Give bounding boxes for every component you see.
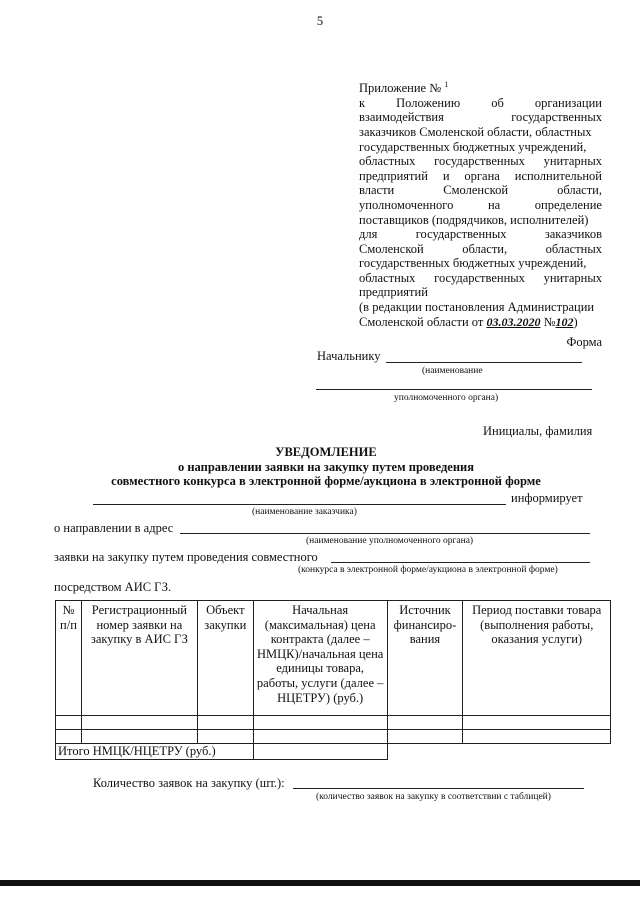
annex-word: государственных бюджетных учреждений,	[359, 256, 587, 271]
addressee-line	[386, 362, 582, 363]
total-label: Итого НМЦК/НЦЕТРУ (руб.)	[56, 744, 254, 760]
annex-word: уполномоченного	[359, 197, 454, 212]
addressee-label: Начальнику	[317, 349, 381, 363]
informs-text: информирует	[511, 491, 583, 505]
annex-edition-line2: Смоленской области от 03.03.2020 №102)	[359, 314, 578, 329]
title-line2: о направлении заявки на закупку путем проведения	[177, 459, 475, 474]
annex-line	[359, 256, 602, 271]
annex-line	[359, 154, 602, 169]
table-cell	[197, 716, 253, 730]
table-cell	[387, 716, 463, 730]
annex-word: предприятий	[359, 168, 428, 183]
annex-word: заказчиков	[544, 227, 602, 242]
requests-table	[55, 600, 611, 760]
annex-word: взаимодействия	[359, 110, 444, 125]
table-cell	[387, 730, 463, 744]
authority-line	[180, 533, 590, 534]
addressee-hint1: (наименование	[422, 366, 483, 376]
table-cell	[56, 716, 82, 730]
addressee-line2	[316, 389, 592, 390]
annex-word: на	[487, 197, 501, 212]
annex-word: унитарных	[543, 270, 602, 285]
table-total-row	[56, 744, 611, 760]
via-text: посредством АИС ГЗ.	[54, 580, 172, 594]
annex-word: организации	[534, 95, 602, 110]
annex-word: государственных	[415, 227, 507, 242]
annex-heading: Приложение № $^1$	[359, 80, 449, 96]
table-row	[56, 716, 611, 730]
annex-line	[359, 96, 602, 111]
scan-edge-bar	[0, 880, 640, 886]
addressee-hint2: уполномоченного органа)	[394, 393, 499, 403]
table-header-row	[56, 601, 611, 716]
header-source: Источник финансиро-вания	[387, 601, 463, 716]
annex-line	[359, 213, 602, 228]
form-label: Форма	[566, 335, 602, 349]
table-cell	[81, 716, 197, 730]
annex-line	[359, 169, 602, 184]
annex-word: поставщиков (подрядчиков, исполнителей)	[359, 212, 589, 227]
page-number: 5	[316, 14, 324, 28]
annex-word: государственных	[511, 110, 602, 125]
direction-label: о направлении в адрес	[54, 521, 174, 535]
annex-word: государственных	[434, 270, 525, 285]
annex-word: определение	[534, 197, 602, 212]
table-cell	[197, 730, 253, 744]
customer-hint: (наименование заказчика)	[252, 507, 357, 517]
annex-word: исполнительной	[514, 168, 602, 183]
annex-word: Смоленской	[443, 183, 509, 198]
annex-line	[359, 227, 602, 242]
header-registration: Регистрационный номер заявки на закупку в АИС ГЗ	[81, 601, 197, 716]
table-cell	[463, 730, 611, 744]
count-label: Количество заявок на закупку (шт.):	[93, 776, 285, 790]
header-number: № п/п	[56, 601, 82, 716]
table-row	[56, 730, 611, 744]
total-value-cell	[253, 744, 387, 760]
procedure-hint: (конкурса в электронной форме/аукциона в электронной форме)	[298, 565, 558, 575]
annex-edition-line1: (в редакции постановления Администрации	[359, 300, 595, 315]
procedure-line	[331, 562, 590, 563]
annex-word: для	[359, 227, 378, 242]
table-cell	[463, 716, 611, 730]
header-price: Начальная (максимальная) цена контракта (далее – НМЦК)/начальная цена единицы товара, работы, услуги (далее – НЦЕТРУ) (руб.)	[253, 601, 387, 716]
annex-word: области,	[462, 241, 508, 256]
initials-label: Инициалы, фамилия	[483, 424, 593, 438]
annex-line	[359, 198, 602, 213]
annex-word: об	[491, 95, 504, 110]
header-object: Объект закупки	[197, 601, 253, 716]
annex-word: областных	[545, 241, 602, 256]
table-cell	[81, 730, 197, 744]
annex-text	[359, 96, 602, 286]
annex-word: Положению	[396, 95, 461, 110]
count-hint: (количество заявок на закупку в соответствии с таблицей)	[316, 792, 551, 802]
annex-word: областных	[359, 154, 416, 169]
request-label: заявки на закупку путем проведения совместного	[54, 550, 318, 564]
handwritten-number: 102	[555, 314, 574, 329]
table-cell	[253, 716, 387, 730]
table-cell	[56, 730, 82, 744]
annex-word: заказчиков Смоленской области, областных	[359, 124, 592, 139]
customer-line	[93, 504, 506, 505]
annex-word: власти	[359, 183, 395, 198]
annex-line	[359, 242, 602, 257]
annex-line	[359, 140, 602, 155]
annex-block	[359, 78, 602, 329]
annex-word: органа	[464, 168, 500, 183]
count-line	[293, 788, 584, 789]
document-title	[0, 445, 640, 489]
annex-word: унитарных	[543, 154, 602, 169]
annex-word: Смоленской	[359, 241, 424, 256]
empty-cell	[387, 744, 463, 760]
empty-cell	[463, 744, 611, 760]
annex-line	[359, 125, 602, 140]
annex-line	[359, 271, 602, 286]
annex-word: областных	[359, 270, 416, 285]
annex-line	[359, 110, 602, 125]
header-period: Период поставки товара (выполнения работы, оказания услуги)	[463, 601, 611, 716]
table-cell	[253, 730, 387, 744]
authority-hint: (наименование уполномоченного органа)	[306, 536, 474, 546]
annex-last-line: предприятий	[359, 285, 428, 300]
annex-line	[359, 183, 602, 198]
annex-word: и	[442, 168, 450, 183]
title-line3: совместного конкурса в электронной форме/аукциона в электронной форме	[111, 474, 541, 489]
annex-word: к	[359, 95, 366, 110]
handwritten-date: 03.03.2020	[486, 314, 541, 329]
annex-word: области,	[557, 183, 602, 198]
title-line1: УВЕДОМЛЕНИЕ	[275, 445, 377, 459]
annex-word: государственных	[434, 154, 525, 169]
annex-word: государственных бюджетных учреждений,	[359, 139, 587, 154]
